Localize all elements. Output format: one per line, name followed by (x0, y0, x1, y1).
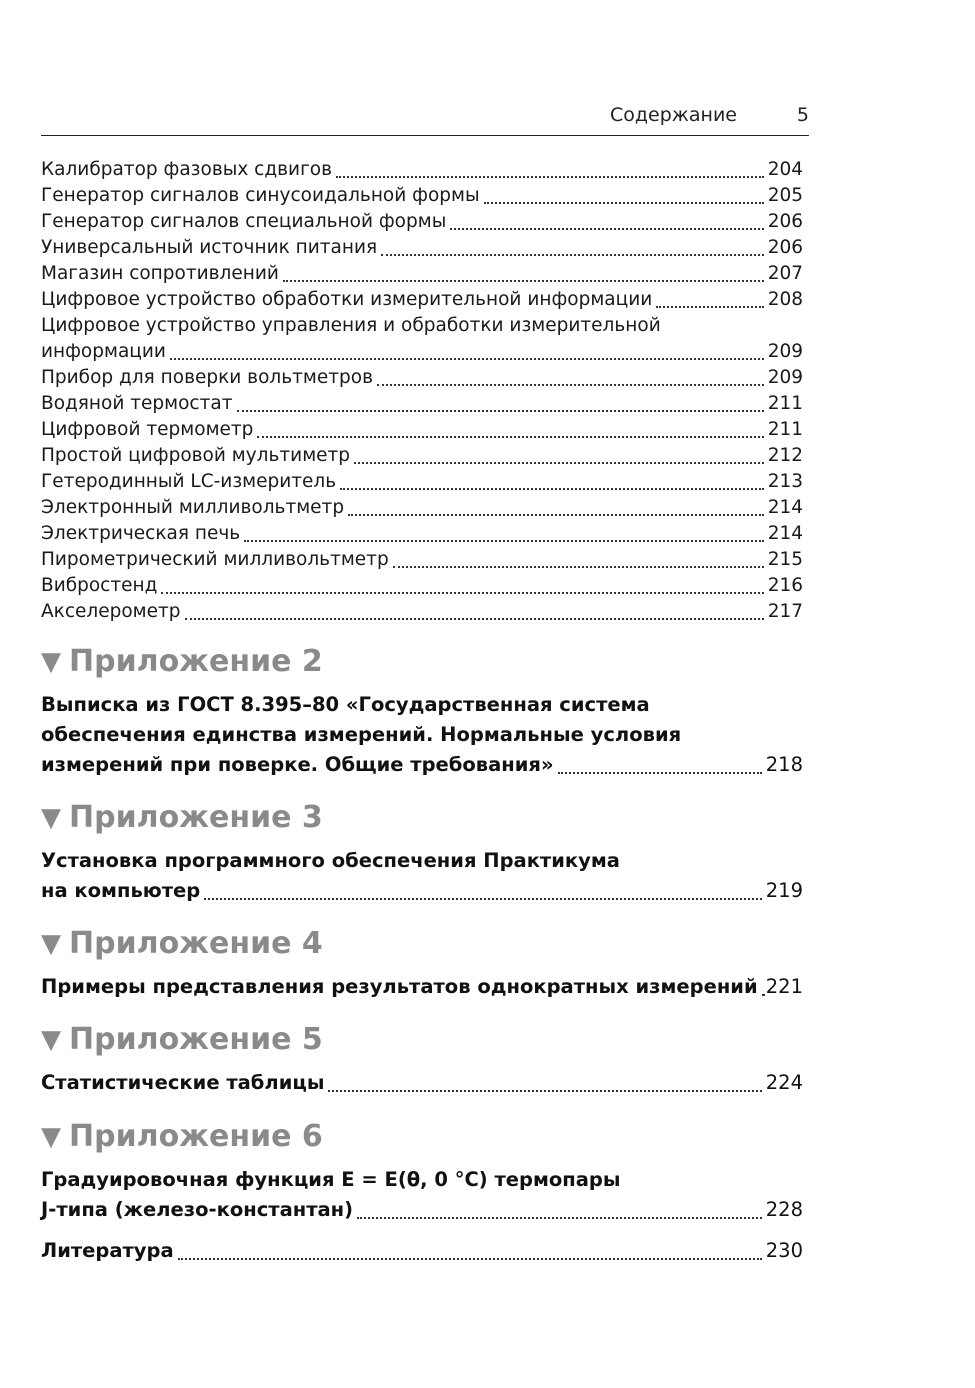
toc-entry[interactable]: Калибратор фазовых сдвигов 204 (41, 159, 803, 180)
leader-dots (244, 540, 764, 542)
toc-entry[interactable]: Пирометрический милливольтметр 215 (41, 549, 803, 570)
toc-entry[interactable]: Цифровой термометр 211 (41, 419, 803, 440)
appendix-heading: ▼ Приложение 3 (41, 798, 323, 838)
leader-dots (381, 254, 764, 256)
toc-entry[interactable]: Вибростенд 216 (41, 575, 803, 596)
leader-dots (357, 1217, 762, 1219)
toc-entry[interactable]: Прибор для поверки вольтметров 209 (41, 367, 803, 388)
toc-page (41, 0, 809, 1388)
leader-dots (161, 592, 763, 594)
leader-dots (257, 436, 763, 438)
leader-dots (185, 618, 764, 620)
leader-dots (354, 462, 764, 464)
running-head-title: Содержание (610, 104, 737, 126)
leader-dots (328, 1090, 761, 1092)
toc-entry[interactable]: Цифровое устройство обработки измерительной информации 208 (41, 289, 803, 310)
appendix-heading: ▼ Приложение 5 (41, 1020, 323, 1060)
triangle-down-icon: ▼ (41, 1025, 61, 1055)
leader-dots (377, 384, 764, 386)
appendix-entry[interactable]: Примеры представления результатов однократных измерений 221 (41, 975, 803, 998)
running-head (41, 104, 809, 132)
page-number: 5 (796, 104, 809, 126)
leader-dots (656, 306, 763, 308)
toc-entry[interactable]: Простой цифровой мультиметр 212 (41, 445, 803, 466)
appendix-entry[interactable]: Градуировочная функция E = E(θ, 0 °C) термопары J-типа (железо-константан) 228 (41, 1168, 803, 1221)
toc-entry[interactable]: Магазин сопротивлений 207 (41, 263, 803, 284)
appendix-heading: ▼ Приложение 4 (41, 924, 323, 964)
leader-dots (450, 228, 763, 230)
appendix-entry[interactable]: Установка программного обеспечения Практикума на компьютер 219 (41, 849, 803, 902)
toc-entry[interactable]: Гетеродинный LC-измеритель 213 (41, 471, 803, 492)
leader-dots (237, 410, 764, 412)
leader-dots (393, 566, 764, 568)
appendix-heading: ▼ Приложение 6 (41, 1117, 323, 1157)
appendix-heading: ▼ Приложение 2 (41, 642, 323, 682)
toc-entry[interactable]: Электронный милливольтметр 214 (41, 497, 803, 518)
leader-dots (340, 488, 764, 490)
leader-dots (283, 280, 764, 282)
leader-dots (178, 1258, 762, 1260)
toc-entry[interactable]: Водяной термостат 211 (41, 393, 803, 414)
triangle-down-icon: ▼ (41, 929, 61, 959)
triangle-down-icon: ▼ (41, 647, 61, 677)
toc-list (41, 157, 803, 625)
toc-entry[interactable]: Универсальный источник питания 206 (41, 237, 803, 258)
leader-dots (558, 772, 762, 774)
toc-entry[interactable]: Электрическая печь 214 (41, 523, 803, 544)
leader-dots (484, 202, 764, 204)
toc-entry[interactable]: Генератор сигналов синусоидальной формы 205 (41, 185, 803, 206)
header-rule (41, 135, 809, 136)
leader-dots (170, 358, 764, 360)
literature-entry[interactable]: Литература 230 (41, 1239, 803, 1262)
toc-entry[interactable]: Акселерометр 217 (41, 601, 803, 622)
leader-dots (336, 176, 764, 178)
triangle-down-icon: ▼ (41, 1122, 61, 1152)
leader-dots (348, 514, 764, 516)
triangle-down-icon: ▼ (41, 803, 61, 833)
appendix-entry[interactable]: Выписка из ГОСТ 8.395–80 «Государственная система обеспечения единства измерений. Нормальные условия измерений при поверке. Общие требования» 218 (41, 693, 803, 776)
appendix-entry[interactable]: Статистические таблицы 224 (41, 1071, 803, 1094)
leader-dots (204, 898, 762, 900)
toc-entry-line[interactable]: Цифровое устройство управления и обработки измерительной (41, 315, 661, 336)
toc-entry[interactable]: Генератор сигналов специальной формы 206 (41, 211, 803, 232)
toc-entry[interactable]: информации 209 (41, 341, 803, 362)
